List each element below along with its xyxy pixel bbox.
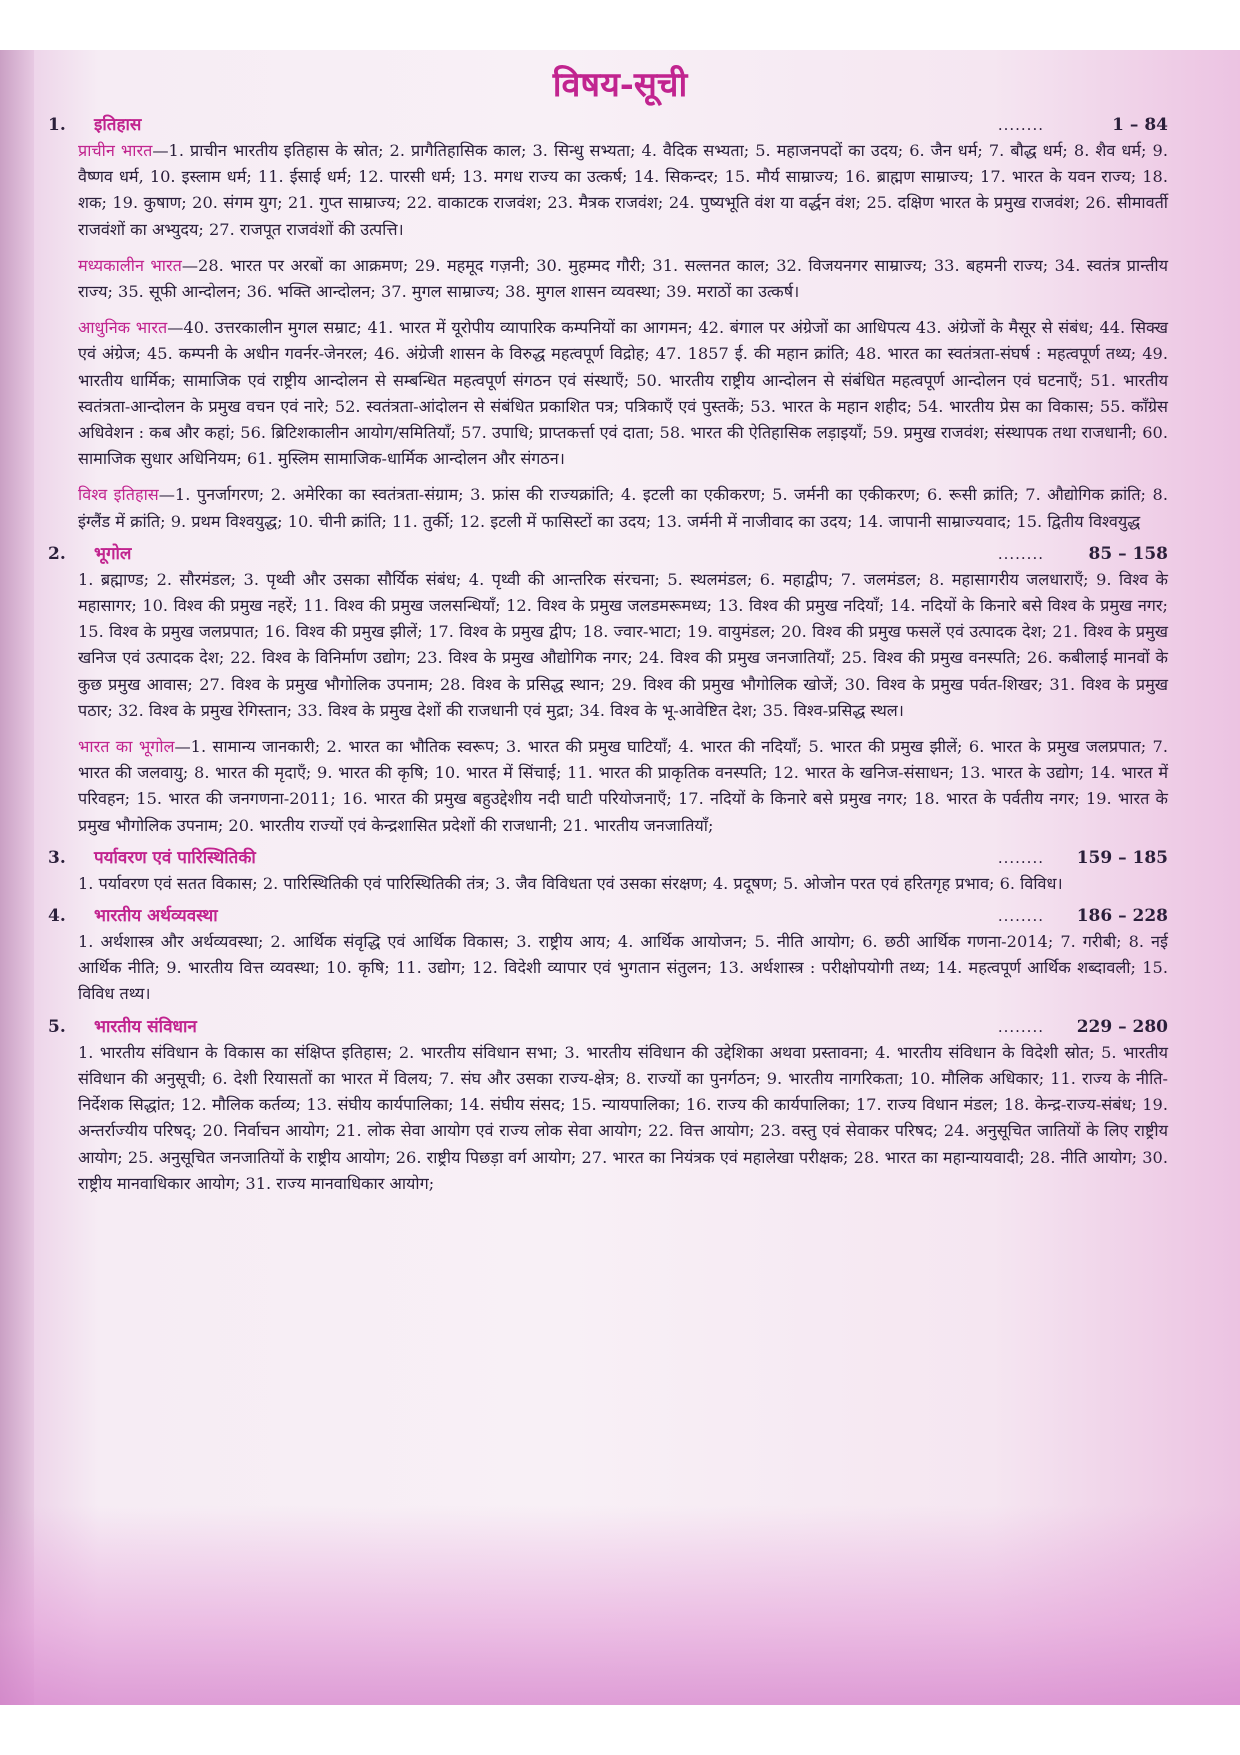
subsection-medieval-india bbox=[78, 253, 1168, 305]
subsection-text: 1. ब्रह्माण्ड; 2. सौरमंडल; 3. पृथ्वी और उसका सौर्यिक संबंध; 4. पृथ्वी की आन्तरिक संरचना; 5. स्थलमंडल; 6. महाद्वीप; 7. जलमंडल; 8. महासागरीय जलधाराएँ; 9. विश्व के महासागर; 10. विश्व की प्रमुख नहरें; 11. विश्व की प्रमुख जलसन्धियाँ; 12. विश्व के प्रमुख जलडमरूमध्य; 13. विश्व की प्रमुख नदियाँ; 14. नदियों के किनारे बसे विश्व के प्रमुख नगर; 15. विश्व के प्रमुख जलप्रपात; 16. विश्व की प्रमुख झीलें; 17. विश्व के प्रमुख द्वीप; 18. ज्वार-भाटा; 19. वायुमंडल; 20. विश्व की प्रमुख फसलें एवं उत्पादक देश; 21. विश्व के प्रमुख खनिज एवं उत्पादक देश; 22. विश्व के विनिर्माण उद्योग; 23. विश्व के प्रमुख औद्योगिक नगर; 24. विश्व की प्रमुख जनजातियाँ; 25. विश्व की प्रमुख वनस्पति; 26. कबीलाई मानवों के कुछ प्रमुख आवास; 27. विश्व के प्रमुख भौगोलिक उपनाम; 28. विश्व के प्रसिद्ध स्थान; 29. विश्व की प्रमुख भौगोलिक खोजें; 30. विश्व के प्रमुख पर्वत-शिखर; 31. विश्व के प्रमुख पठार; 32. विश्व के प्रमुख रेगिस्तान; 33. विश्व के प्रमुख देशों की राजधानी एवं मुद्रा; 34. विश्व के भू-आवेष्टित देश; 35. विश्व-प्रसिद्ध स्थल। bbox=[78, 569, 1168, 720]
page-range: 229 – 280 bbox=[1076, 1016, 1168, 1037]
section-environment bbox=[48, 845, 1168, 897]
page-range: 1 – 84 bbox=[1112, 115, 1168, 135]
section-number: 4. bbox=[48, 906, 66, 927]
section-title: पर्यावरण एवं पारिस्थितिकी bbox=[94, 847, 256, 868]
subsection-label: भारत का भूगोल bbox=[78, 737, 175, 757]
subsection-india-geography bbox=[78, 734, 1168, 839]
subsection-text: 1. पर्यावरण एवं सतत विकास; 2. पारिस्थितिकी एवं पारिस्थितिकी तंत्र; 3. जैव विविधता एवं उसका संरक्षण; 4. प्रदूषण; 5. ओजोन परत एवं हरितगृह प्रभाव; 6. विविध। bbox=[78, 873, 1063, 893]
page-title: विषय-सूची bbox=[552, 65, 688, 105]
book-page bbox=[0, 50, 1240, 1705]
section-heading bbox=[48, 845, 1168, 871]
subsection-text: 1. भारतीय संविधान के विकास का संक्षिप्त इतिहास; 2. भारतीय संविधान सभा; 3. भारतीय संविधान की उद्देशिका अथवा प्रस्तावना; 4. भारतीय संविधान के विदेशी स्रोत; 5. भारतीय संविधान की अनुसूची; 6. देशी रियासतों का भारत में विलय; 7. संघ और उसका राज्य-क्षेत्र; 8. राज्यों का पुनर्गठन; 9. भारतीय नागरिकता; 10. मौलिक अधिकार; 11. राज्य के नीति-निर्देशक सिद्धांत; 12. मौलिक कर्तव्य; 13. संघीय कार्यपालिका; 14. संघीय संसद; 15. न्यायपालिका; 16. राज्य की कार्यपालिका; 17. राज्य विधान मंडल; 18. केन्द्र-राज्य-संबंध; 19. अन्तर्राज्यीय परिषद्; 20. निर्वाचन आयोग; 21. लोक सेवा आयोग एवं राज्य लोक सेवा आयोग; 22. वित्त आयोग; 23. वस्तु एवं सेवाकर परिषद; 24. अनुसूचित जातियों के लिए राष्ट्रीय आयोग; 25. अनुसूचित जनजातियों के राष्ट्रीय आयोग; 26. राष्ट्रीय पिछड़ा वर्ग आयोग; 27. भारत का नियंत्रक एवं महालेखा परीक्षक; 28. भारत का महान्यायवादी; 28. नीति आयोग; 30. राष्ट्रीय मानवाधिकार आयोग; 31. राज्य मानवाधिकार आयोग; bbox=[78, 1042, 1168, 1193]
subsection-label: विश्व इतिहास bbox=[78, 485, 159, 505]
subsection-economy-topics bbox=[78, 929, 1168, 1008]
section-number: 3. bbox=[48, 847, 66, 868]
book-spine-shadow bbox=[0, 50, 34, 1705]
subsection-label: प्राचीन भारत bbox=[78, 141, 153, 160]
page-range: 159 – 185 bbox=[1076, 847, 1168, 868]
subsection-ancient-india bbox=[78, 138, 1168, 243]
leader-dots: ........ bbox=[997, 1017, 1044, 1036]
section-number: 2. bbox=[48, 543, 66, 564]
leader-dots: ........ bbox=[997, 848, 1044, 867]
subsection-world-history bbox=[78, 482, 1168, 534]
page-range: 85 – 158 bbox=[1088, 543, 1168, 564]
section-economy bbox=[48, 903, 1168, 1008]
section-heading bbox=[48, 1014, 1168, 1040]
subsection-text: —40. उत्तरकालीन मुगल सम्राट; 41. भारत में यूरोपीय व्यापारिक कम्पनियों का आगमन; 42. बंगाल पर अंग्रेजों का आधिपत्य 43. अंग्रेजों के मैसूर से संबंध; 44. सिक्ख एवं अंग्रेज; 45. कम्पनी के अधीन गवर्नर-जेनरल; 46. अंग्रेजी शासन के विरुद्ध महत्वपूर्ण विद्रोह; 47. 1857 ई. की महान क्रांति; 48. भारत का स्वतंत्रता-संघर्ष : महत्वपूर्ण तथ्य; 49. भारतीय धार्मिक; सामाजिक एवं राष्ट्रीय आन्दोलन से सम्बन्धित महत्वपूर्ण संगठन एवं संस्थाएँ; 50. भारतीय राष्ट्रीय आन्दोलन से संबंधित महत्वपूर्ण आन्दोलन एवं घटनाएँ; 51. भारतीय स्वतंत्रता-आन्दोलन के प्रमुख वचन एवं नारे; 52. स्वतंत्रता-आंदोलन से संबंधित प्रकाशित पत्र; पत्रिकाएँ एवं पुस्तकें; 53. भारत के महान शहीद; 54. भारतीय प्रेस का विकास; 55. काँग्रेस अधिवेशन : कब और कहां; 56. ब्रिटिशकालीन आयोग/समितियाँ; 57. उपाधि; प्राप्तकर्त्ता एवं दाता; 58. भारत की ऐतिहासिक लड़ाइयाँ; 59. प्रमुख राजवंश; संस्थापक तथा राजधानी; 60. सामाजिक सुधार अधिनियम; 61. मुस्लिम सामाजिक-धार्मिक आन्दोलन और संगठन। bbox=[78, 318, 1168, 469]
section-geography bbox=[48, 541, 1168, 839]
section-history bbox=[48, 112, 1168, 535]
subsection-text: —1. पुनर्जागरण; 2. अमेरिका का स्वतंत्रता-संग्राम; 3. फ्रांस की राज्यक्रांति; 4. इटली का एकीकरण; 5. जर्मनी का एकीकरण; 6. रूसी क्रांति; 7. औद्योगिक क्रांति; 8. इंग्लैंड में क्रांति; 9. प्रथम विश्वयुद्ध; 10. चीनी क्रांति; 11. तुर्की; 12. इटली में फासिस्टों का उदय; 13. जर्मनी में नाजीवाद का उदय; 14. जापानी साम्राज्यवाद; 15. द्वितीय विश्वयुद्ध bbox=[78, 485, 1168, 531]
subsection-modern-india bbox=[78, 315, 1168, 472]
subsection-world-geography bbox=[78, 567, 1168, 724]
contents-list bbox=[48, 112, 1168, 1203]
leader-dots: ........ bbox=[997, 544, 1044, 563]
section-title: भारतीय संविधान bbox=[94, 1016, 197, 1037]
section-heading bbox=[48, 541, 1168, 567]
leader-dots: ........ bbox=[997, 907, 1044, 926]
section-number: 5. bbox=[48, 1016, 66, 1037]
subsection-environment-topics bbox=[78, 871, 1168, 897]
subsection-label: मध्यकालीन भारत bbox=[78, 255, 182, 275]
section-constitution bbox=[48, 1014, 1168, 1197]
leader-dots: ........ bbox=[997, 116, 1044, 134]
subsection-text: —1. प्राचीन भारतीय इतिहास के स्रोत; 2. प्रागैतिहासिक काल; 3. सिन्धु सभ्यता; 4. वैदिक सभ्यता; 5. महाजनपदों का उदय; 6. जैन धर्म; 7. बौद्ध धर्म; 8. शैव धर्म; 9. वैष्णव धर्म, 10. इस्लाम धर्म; 11. ईसाई धर्म; 12. पारसी धर्म; 13. मगध राज्य का उत्कर्ष; 14. सिकन्दर; 15. मौर्य साम्राज्य; 16. ब्राह्मण साम्राज्य; 17. भारत के यवन राज्य; 18. शक; 19. कुषाण; 20. संगम युग; 21. गुप्त साम्राज्य; 22. वाकाटक राजवंश; 23. मैत्रक राजवंश; 24. पुष्यभूति वंश या वर्द्धन वंश; 25. दक्षिण भारत के प्रमुख राजवंश; 26. सीमावर्ती राजवंशों का अभ्युदय; 27. राजपूत राजवंशों की उत्पत्ति। bbox=[78, 141, 1168, 239]
subsection-label: आधुनिक भारत bbox=[78, 318, 168, 338]
subsection-text: —1. सामान्य जानकारी; 2. भारत का भौतिक स्वरूप; 3. भारत की प्रमुख घाटियाँ; 4. भारत की नदियाँ; 5. भारत की प्रमुख झीलें; 6. भारत के प्रमुख जलप्रपात; 7. भारत की जलवायु; 8. भारत की मृदाएँ; 9. भारत की कृषि; 10. भारत में सिंचाई; 11. भारत की प्राकृतिक वनस्पति; 12. भारत के खनिज-संसाधन; 13. भारत के उद्योग; 14. भारत में परिवहन; 15. भारत की जनगणना-2011; 16. भारत की प्रमुख बहुउद्देशीय नदी घाटी परियोजनाएँ; 17. नदियों के किनारे बसे प्रमुख नगर; 18. भारत के पर्वतीय नगर; 19. भारत के प्रमुख भौगोलिक उपनाम; 20. भारतीय राज्यों एवं केन्द्रशासित प्रदेशों की राजधानी; 21. भारतीय जनजातियाँ; bbox=[78, 737, 1168, 835]
page-range: 186 – 228 bbox=[1076, 906, 1168, 927]
subsection-constitution-topics bbox=[78, 1040, 1168, 1197]
section-heading bbox=[48, 112, 1168, 138]
section-heading bbox=[48, 903, 1168, 929]
section-title: इतिहास bbox=[94, 115, 142, 135]
subsection-text: 1. अर्थशास्त्र और अर्थव्यवस्था; 2. आर्थिक संवृद्धि एवं आर्थिक विकास; 3. राष्ट्रीय आय; 4. आर्थिक आयोजन; 5. नीति आयोग; 6. छठी आर्थिक गणना-2014; 7. गरीबी; 8. नई आर्थिक नीति; 9. भारतीय वित्त व्यवस्था; 10. कृषि; 11. उद्योग; 12. विदेशी व्यापार एवं भुगतान संतुलन; 13. अर्थशास्त्र : परीक्षोपयोगी तथ्य; 14. महत्वपूर्ण आर्थिक शब्दावली; 15. विविध तथ्य। bbox=[78, 932, 1168, 1004]
section-title: भूगोल bbox=[94, 543, 132, 564]
pink-tint-band bbox=[0, 1505, 1240, 1705]
section-title: भारतीय अर्थव्यवस्था bbox=[94, 906, 218, 927]
section-number: 1. bbox=[48, 115, 66, 135]
subsection-text: —28. भारत पर अरबों का आक्रमण; 29. महमूद गज़नी; 30. मुहम्मद गौरी; 31. सल्तनत काल; 32. विजयनगर साम्राज्य; 33. बहमनी राज्य; 34. स्वतंत्र प्रान्तीय राज्य; 35. सूफी आन्दोलन; 36. भक्ति आन्दोलन; 37. मुगल साम्राज्य; 38. मुगल शासन व्यवस्था; 39. मराठों का उत्कर्ष। bbox=[78, 255, 1168, 302]
